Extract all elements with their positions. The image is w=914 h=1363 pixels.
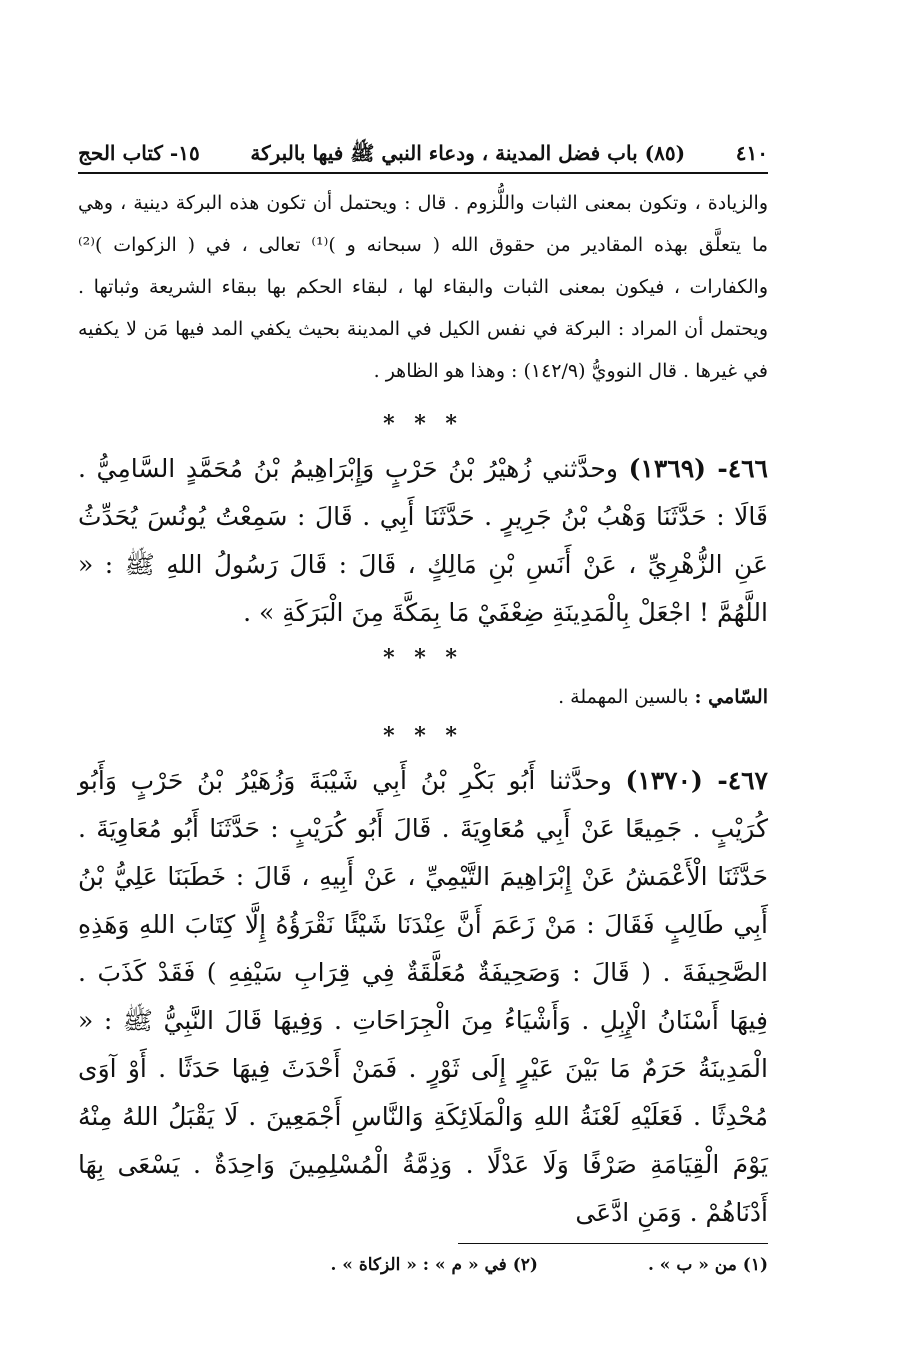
note-term: السّامي : <box>694 686 768 708</box>
hadith-text: وحدَّثني زُهيْرُ بْنُ حَرْبٍ وَإِبْرَاهِيمُ بْنُ مُحَمَّدٍ السَّامِيُّ . قَالَا : حَدَّثَنَا وَهْبُ بْنُ جَرِيرٍ . حَدَّثَنَا أَبِي . قَالَ : سَمِعْتُ يُونُسَ يُحَدِّثُ عَنِ الزُّهْرِيِّ ، عَنْ أَنَسِ بْنِ مَالِكٍ ، قَالَ : قَالَ رَسُولُ اللهِ ﷺ : « اللَّهُمَّ ! اجْعَلْ بِالْمَدِينَةِ ضِعْفَيْ مَا بِمَكَّةَ مِنَ الْبَرَكَةِ » . <box>78 454 768 627</box>
book-title: ١٥- كتاب الحج <box>78 141 200 165</box>
section-separator: * * * <box>383 645 463 671</box>
explanatory-note <box>78 679 768 715</box>
running-header <box>78 138 768 174</box>
footnotes <box>78 1243 768 1278</box>
note-text: بالسين المهملة . <box>558 686 689 708</box>
hadith-number: ٤٦٦- (١٣٦٩) <box>628 454 768 483</box>
footnote-2: (٢) في « م » : « الزكاة » . <box>330 1255 538 1275</box>
hadith-number: ٤٦٧- (١٣٧٠) <box>625 766 768 795</box>
section-separator: * * * <box>383 723 463 749</box>
chapter-title: (٨٥) باب فضل المدينة ، ودعاء النبي ﷺ فيها بالبركة <box>250 141 686 165</box>
page-number: ٤١٠ <box>735 141 768 165</box>
hadith-466 <box>78 445 768 637</box>
commentary-paragraph: والزيادة ، وتكون بمعنى الثبات واللُّزوم . قال : ويحتمل أن تكون هذه البركة دينية ، وهي ما يتعلَّق بهذه المقادير من حقوق الله ( سبحانه و )⁽¹⁾ تعالى ، في ( الزكوات )⁽²⁾ والكفارات ، فيكون بمعنى الثبات والبقاء لها ، لبقاء الحكم بها ببقاء الشريعة وثباتها . ويحتمل أن المراد : البركة في نفس الكيل في المدينة بحيث يكفي المد فيها مَن لا يكفيه في غيرها . قال النوويُّ (١٤٢/٩) : وهذا هو الظاهر . <box>78 192 768 382</box>
page-body <box>78 138 768 1237</box>
hadith-text: وحدَّثنا أَبُو بَكْرِ بْنُ أَبِي شَيْبَةَ وَزُهَيْرُ بْنُ حَرْبٍ وَأَبُو كُرَيْبٍ . جَمِيعًا عَنْ أَبِي مُعَاوِيَةَ . قَالَ أَبُو كُرَيْبٍ : حَدَّثَنَا أَبُو مُعَاوِيَةَ . حَدَّثَنَا الْأَعْمَشُ عَنْ إِبْرَاهِيمَ التَّيْمِيِّ ، عَنْ أَبِيهِ ، قَالَ : خَطَبَنَا عَلِيُّ بْنُ أَبِي طَالِبٍ فَقَالَ : مَنْ زَعَمَ أَنَّ عِنْدَنَا شَيْئًا نَقْرَؤُهُ إِلَّا كِتَابَ اللهِ وَهَذِهِ الصَّحِيفَةَ . ( قَالَ : وَصَحِيفَةٌ مُعَلَّقَةٌ فِي قِرَابِ سَيْفِهِ ) فَقَدْ كَذَبَ . فِيهَا أَسْنَانُ الْإِبِلِ . وَأَشْيَاءُ مِنَ الْجِرَاحَاتِ . وَفِيهَا قَالَ النَّبِيُّ ﷺ : « الْمَدِينَةُ حَرَمٌ مَا بَيْنَ عَيْرٍ إِلَى ثَوْرٍ . فَمَنْ أَحْدَثَ فِيهَا حَدَثًا . أَوْ آوَى مُحْدِثًا . فَعَلَيْهِ لَعْنَةُ اللهِ وَالْمَلَائِكَةِ وَالنَّاسِ أَجْمَعِينَ . لَا يَقْبَلُ اللهُ مِنْهُ يَوْمَ الْقِيَامَةِ صَرْفًا وَلَا عَدْلًا . وَذِمَّةُ الْمُسْلِمِينَ وَاحِدَةٌ . يَسْعَى بِهَا أَدْنَاهُمْ . وَمَنِ ادَّعَى <box>78 766 768 1227</box>
hadith-467 <box>78 757 768 1237</box>
footnote-1: (١) من « ب » . <box>647 1255 768 1275</box>
section-separator: * * * <box>383 411 463 437</box>
footnote-divider <box>458 1243 768 1244</box>
